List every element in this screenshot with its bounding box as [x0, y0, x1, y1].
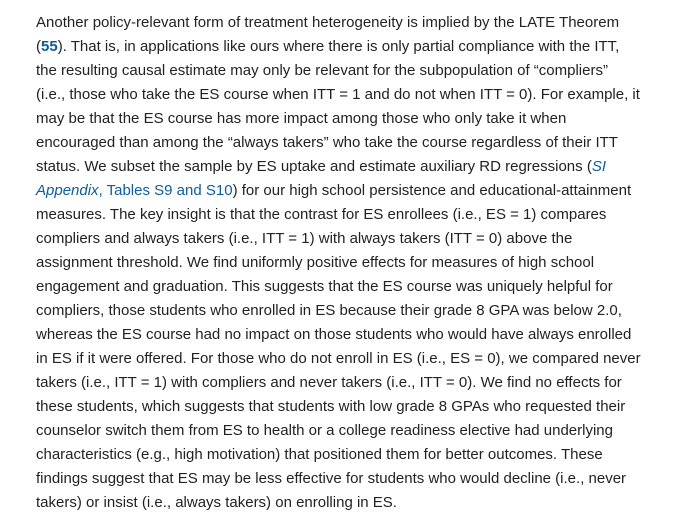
paragraph-line: whereas the ES course had no impact on those students who would have always enrolled [36, 326, 632, 343]
paragraph-text: ) for our high school persistence and educational-attainment [232, 182, 632, 199]
paragraph-line: takers (i.e., ITT = 1) with compliers and never takers (i.e., ITT = 0). We find no effects for [36, 374, 622, 391]
paragraph-line: assignment threshold. We find uniformly positive effects for measures of high school [36, 254, 595, 271]
paragraph-text: ). That is, in applications like ours where there is only partial compliance with the ITT, [57, 38, 620, 55]
paragraph-line: the resulting causal estimate may only be relevant for the subpopulation of “compliers” [36, 62, 608, 79]
paragraph-line: takers) or insist (i.e., always takers) on enrolling in ES. [36, 494, 397, 511]
si-appendix-link-part1[interactable]: SI [591, 158, 607, 175]
paragraph-line: (i.e., those who take the ES course when ITT = 1 and do not when ITT = 0). For example, it [36, 86, 640, 103]
paragraph-line: counselor switch them from ES to health or a college readiness elective had underlying [36, 422, 613, 439]
paragraph-line: in ES if it were offered. For those who do not enroll in ES (i.e., ES = 0), we compared never [36, 350, 641, 367]
reference-link-55[interactable]: 55 [41, 38, 58, 55]
si-appendix-link-part2[interactable]: Appendix [36, 182, 99, 199]
paragraph-line: these students, which suggests that students with low grade 8 GPAs who requested their [36, 398, 626, 415]
paragraph-text: status. We subset the sample by ES uptake and estimate auxiliary RD regressions ( [36, 158, 592, 175]
paren-open: ( [36, 38, 41, 55]
paragraph-line: measures. The key insight is that the contrast for ES enrollees (i.e., ES = 1) compares [36, 206, 607, 223]
article-paragraph [36, 11, 646, 515]
paragraph-line: engagement and graduation. This suggests that the ES course was uniquely helpful for [36, 278, 613, 295]
paragraph-line: characteristics (e.g., high motivation) that positioned them for better outcomes. These [36, 446, 603, 463]
paragraph-line: Another policy-relevant form of treatment heterogeneity is implied by the LATE Theorem [36, 14, 620, 31]
paragraph-line: compliers and always takers (i.e., ITT = 1) with always takers (ITT = 0) above the [36, 230, 573, 247]
paragraph-line: compliers, those students who enrolled in ES because their grade 8 GPA was below 2.0, [36, 302, 622, 319]
tables-s9-s10-link[interactable]: , Tables S9 and S10 [98, 182, 233, 199]
paragraph-line [36, 179, 646, 203]
paragraph-line: may be that the ES course has more impact among those who only take it when [36, 110, 567, 127]
paragraph-line [36, 155, 646, 179]
paragraph-line [36, 35, 646, 59]
paragraph-line: findings suggest that ES may be less effective for students who would decline (i.e., never [36, 470, 627, 487]
paragraph-line: encouraged than among the “always takers” who take the course regardless of their ITT [36, 134, 618, 151]
